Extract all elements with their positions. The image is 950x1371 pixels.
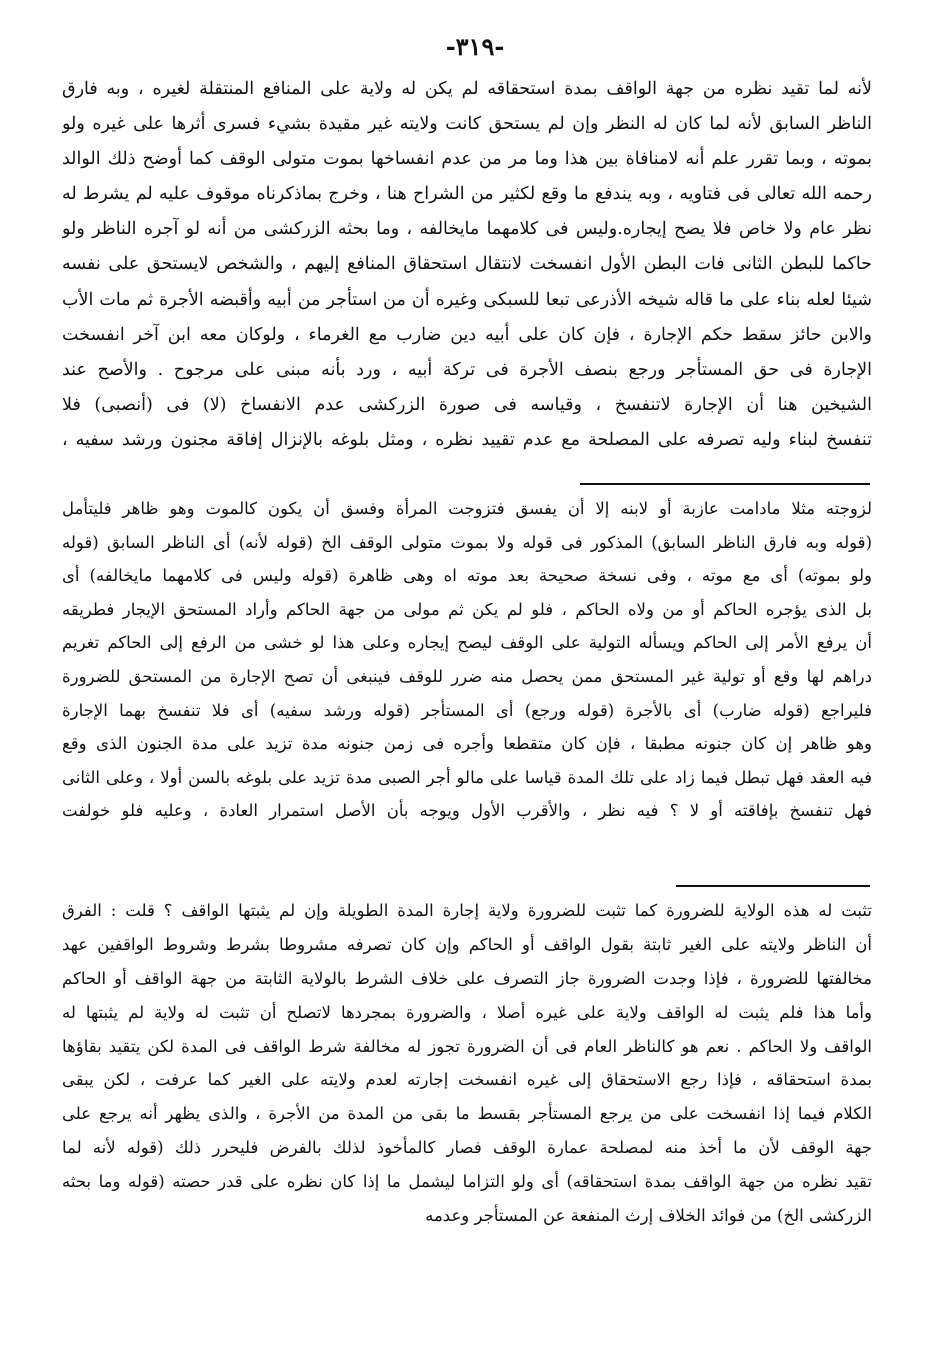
commentary-block-1 — [62, 492, 872, 828]
commentary-line: (قوله وبه فارق الناظر السابق) المذكور فى قوله ولا بموت متولى الوقف الخ (قوله لأنه) أى الناظر السابق (قوله — [62, 532, 872, 552]
commentary-line: بمدة استحقاقه ، فإذا رجع الاستحقاق إلى غيره انفسخت إجارته لعدم ولايته على الغير كما عرفت ، لكن يبقى — [62, 1070, 872, 1090]
footnote-divider-2 — [676, 885, 870, 887]
footnote-divider-1 — [580, 483, 870, 485]
main-text-line: الشيخين هنا أن الإجارة لاتنفسخ ، وقياسه فى صورة الزركشى عدم الانفساخ (لا) فى (أنصبى) فلا — [62, 394, 872, 415]
main-text-line: تنفسخ لبناء وليه تصرفه على المصلحة مع عدم تقييد نظره ، ومثل بلوغه بالإنزال إفاقة مجنون ورشد سفيه ، — [62, 429, 872, 450]
commentary-line: ولو بموته) أى مع موته ، وفى نسخة صحيحة بعد موته اه وهى ظاهرة (قوله وليس فى كلامهما مايخالفه) أى — [62, 566, 872, 586]
commentary-block-2 — [62, 894, 872, 1233]
main-text-line: رحمه الله تعالى فى فتاويه ، وبه يندفع ما وقع لكثير من الشراح هنا ، وخرج بماذكرناه موقوف عليه لم يشرط له — [62, 184, 872, 205]
commentary-line: وهو ظاهر إن كان جنونه مطبقا ، فإن كان متقطعا وأجره فى زمن جنونه مدة تزيد على مدة الجنون الذى وقع — [62, 734, 872, 754]
main-text-line: لأنه لما تقيد نظره من جهة الواقف بمدة استحقاقه لم يكن له ولاية على المنافع المنتقلة لغيره ، وبه فارق — [62, 79, 872, 99]
commentary-line: فليراجع (قوله ضارب) أى بالأجرة (قوله ورجع) أى المستأجر (قوله ورشد سفيه) أى فلا تنفسخ بهما الإجارة — [62, 700, 872, 720]
main-text — [62, 72, 872, 458]
commentary-line: فيه العقد فهل تبطل فيما زاد على تلك المدة قياسا على مالو أجر الصبى مدة تزيد على بلوغه بالسن أولا ، وعلى الثانى — [62, 767, 872, 787]
commentary-line: تثبت له هذه الولاية للضرورة كما تثبت للضرورة ولاية إجارة المدة الطويلة وإن لم يثبتها الواقف ؟ قلت : الفرق — [62, 901, 872, 920]
main-text-line: الإجارة فى حق المستأجر ورجع بنصف الأجرة فى تركة أبيه ، ورد بأنه مبنى على مرجوح . والأصح عند — [62, 359, 872, 380]
commentary-line: الزركشى الخ) من فوائد الخلاف إرث المنفعة عن المستأجر وعدمه — [425, 1206, 872, 1226]
main-text-line: الناظر السابق لأنه لما كان له النظر وإن لم يستحق كانت ولايته غير مقيدة بشيء فسرى أثرها على غيره ولو — [62, 114, 872, 135]
commentary-line: فهل تنفسخ بإفاقته أو لا ؟ فيه نظر ، والأقرب الأول ويوجه بأن الأصل استمرار العادة ، وعليه فلو خولفت — [62, 801, 872, 821]
commentary-line: الواقف ولا الحاكم . نعم هو كالناظر العام فى أن الضرورة تجوز له مخالفة شرط الواقف فى المدة لكن يتقيد بقاؤها — [62, 1036, 872, 1056]
main-text-line: شيئا لعله بناء على ما قاله شيخه الأذرعى تبعا للسبكى وغيره أن من استأجر من أبيه وأقبضه الأجرة ثم مات الأب — [62, 289, 872, 310]
main-text-line: حاكما للبطن الثانى فات البطن الأول انفسخت لانتقال استحقاق المنافع إليهم ، والشخص لايستحق على نفسه — [62, 254, 872, 275]
main-text-line: بموته ، وبما تقرر علم أنه لامنافاة بين هذا وما مر من عدم انفساخها بموت متولى الوقف كما أوضح ذلك الوالد — [62, 149, 872, 170]
main-text-line: نظر عام ولا خاص فلا يصح إيجاره.وليس فى كلامهما مايخالفه ، وما بحثه الزركشى من أنه لو آجره الناظر ولو — [62, 219, 872, 240]
main-text-line: والابن حائز سقط حكم الإجارة ، فإن كان على أبيه دين ضارب مع الغرماء ، ولوكان معه ابن آخر انفسخت — [62, 324, 872, 345]
commentary-line: وأما هذا فلم يثبت له الواقف ولاية على غيره أصلا ، والضرورة بمجردها لاتصلح أن تثبت له ولاية لم يثبتها له — [62, 1002, 872, 1022]
commentary-line: تقيد نظره من جهة الواقف بمدة استحقاقه) أى ولو التزاما ليشمل ما إذا كان نظره على قدر حصته (قوله وما بحثه — [62, 1172, 872, 1192]
commentary-line: الكلام فيما إذا انفسخت على من يرجع المستأجر بقسط ما بقى من المدة من الأجرة ، والذى يظهر أنه يرجع على — [62, 1104, 872, 1124]
commentary-line: جهة الوقف لأن ما أخذ منه لمصلحة عمارة الوقف فصار كالمأخوذ لذلك بالفرض فليحرر ذلك (قوله لأنه لما — [62, 1138, 872, 1158]
commentary-line: دراهم لها وقع أو تولية غير المستحق ممن يحصل منه ضرر للوقف فينبغى أن تصح الإجارة من المستحق للضرورة — [62, 666, 872, 686]
commentary-line: لزوجته مثلا مادامت عازبة أو لابنه إلا أن يفسق فتزوجت المرأة وفسق أن يكون كالموت وهو ظاهر فليتأمل — [62, 499, 872, 518]
commentary-line: أن يرفع الأمر إلى الحاكم ويسأله التولية على الوقف ليصح إيجاره وعلى هذا لو خشى من الرفع إلى الحاكم تغريم — [62, 633, 872, 653]
commentary-line: مخالفتها للضرورة ، فإذا وجدت الضرورة جاز التصرف على خلاف الشرط بالولاية الثابتة من جهة الواقف أو الحاكم — [62, 968, 872, 988]
commentary-line: أن الناظر ولايته على الغير ثابتة بقول الواقف أو الحاكم وإن كان تصرفه مشروطا بشرط وشروط الواقفين عهد — [62, 934, 872, 954]
page-number: -٣١٩- — [445, 32, 505, 61]
commentary-line: بل الذى يؤجره الحاكم أو من ولاه الحاكم ، فلو لم يكن ثم مولى من جهة الحاكم وأراد المستحق الإيجار فطريقه — [62, 599, 872, 619]
